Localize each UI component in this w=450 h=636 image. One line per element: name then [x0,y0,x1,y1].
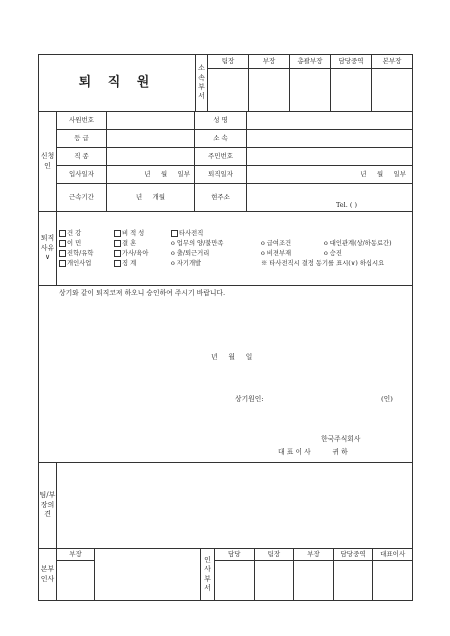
reason-emigration[interactable]: 이 민 [59,240,114,247]
team-opinion-field[interactable] [57,463,413,549]
tenure-field[interactable]: 년 개월 [107,184,195,212]
signer-label: 상기원인: [235,395,264,403]
checkbox-icon [114,260,121,267]
reason-salary[interactable]: o 급여조건 [261,239,292,247]
reason-marriage[interactable]: 결 혼 [114,240,171,247]
checkbox-icon [59,230,66,237]
checkbox-icon [114,240,121,247]
dept-label: 소 속 [195,130,247,148]
opinion-table [38,462,413,549]
sign-box[interactable] [249,69,290,112]
checkbox-icon [59,250,66,257]
hq-manager-sign[interactable] [57,561,95,601]
hq-manager-label: 부장 [57,549,95,561]
approval-top-3: 담당중역 [331,55,372,69]
reason-health[interactable]: 건 강 [59,230,114,237]
applicant-label: 신청인 [39,112,57,212]
sign-box[interactable] [373,561,413,601]
checkbox-icon [114,250,121,257]
approval-bottom-0: 담당 [215,549,255,561]
applicant-table [38,111,413,212]
sign-box[interactable] [331,69,372,112]
company-name: 한국주식회사 [321,435,361,443]
recipient-line: 대 표 이 사 귀 하 [278,448,348,456]
statement-body: 상기와 같이 퇴직코져 하오니 승인하여 주시기 바랍니다. [59,289,226,297]
reason-self-dev[interactable]: o 자기개발 [171,260,202,268]
reason-other-company[interactable]: 타사전직 [171,230,261,237]
reason-promotion[interactable]: o 승진 [324,250,342,257]
approval-top-1: 부장 [249,55,290,69]
retire-date-field[interactable]: 년 월 일부 [247,166,413,184]
sign-box[interactable] [254,561,294,601]
approval-bottom-4: 대표이사 [373,549,413,561]
checkbox-icon [171,230,178,237]
approval-bottom-2: 부장 [294,549,334,561]
statement-area [39,286,413,463]
seal-label: (인) [381,395,393,403]
sign-box[interactable] [215,561,255,601]
reason-vision[interactable]: o 비젼부재 [261,250,292,257]
job-label: 직 종 [57,148,107,166]
address-field[interactable] [247,184,413,212]
sign-box[interactable] [333,561,373,601]
checkbox-icon [59,260,66,267]
sign-box[interactable] [372,69,413,112]
sign-box[interactable] [294,561,334,601]
emp-no-field[interactable] [107,112,195,130]
grade-label: 등 급 [57,130,107,148]
reason-table [38,211,413,286]
reason-aptitude[interactable]: 비 적 성 [114,230,171,237]
grade-field[interactable] [107,130,195,148]
reason-commute[interactable]: o 출/퇴근거리 [171,250,210,257]
dept-label: 소속부서 [196,55,208,112]
hr-dept-label: 인사부서 [201,549,215,601]
hire-date-label: 입사일자 [57,166,107,184]
hq-label: 본부인사 [39,549,57,601]
tel-label: Tel. ( ) [335,200,357,209]
reason-workload[interactable]: o 업무의 양/불만족 [171,239,224,247]
hq-sign-box[interactable] [95,549,201,601]
checkbox-icon [114,230,121,237]
approval-bottom-1: 팀장 [254,549,294,561]
retire-date-label: 퇴직일자 [195,166,247,184]
reason-note: ※ 타사전직시 결정 동기를 표시(∨) 하십시요 [261,260,385,268]
resident-no-field[interactable] [247,148,413,166]
name-label: 성 명 [195,112,247,130]
name-field[interactable] [247,112,413,130]
statement-date[interactable]: 년 월 일 [211,353,253,361]
sign-box[interactable] [290,69,331,112]
dept-field[interactable] [247,130,413,148]
reason-label: 퇴직사유∨ [39,212,57,286]
reason-childcare[interactable]: 가사/육아 [114,250,171,257]
form-title: 퇴 직 원 [39,55,196,112]
reason-study[interactable]: 진학/유학 [59,250,114,257]
checkbox-icon [59,240,66,247]
header-table [38,54,413,112]
approval-top-4: 본부장 [372,55,413,69]
tenure-label: 근속기간 [57,184,107,212]
reason-relations[interactable]: o 대인관계(상/하동료간) [324,239,392,247]
address-label: 현주소 [195,184,247,212]
approval-top-0: 팀장 [208,55,249,69]
bottom-approval-table [38,548,413,601]
resident-no-label: 주민번호 [195,148,247,166]
resignation-form [38,54,413,601]
team-opinion-label: 팀/부장의견 [39,463,57,549]
sign-box[interactable] [208,69,249,112]
reason-business[interactable]: 개인사업 [59,260,114,267]
hire-date-field[interactable]: 년 월 일부 [107,166,195,184]
emp-no-label: 사원번호 [57,112,107,130]
approval-top-2: 총괄부장 [290,55,331,69]
statement-table [38,285,413,463]
job-field[interactable] [107,148,195,166]
reason-discipline[interactable]: 징 계 [114,260,171,267]
approval-bottom-3: 담당중역 [333,549,373,561]
reason-options [57,212,413,286]
